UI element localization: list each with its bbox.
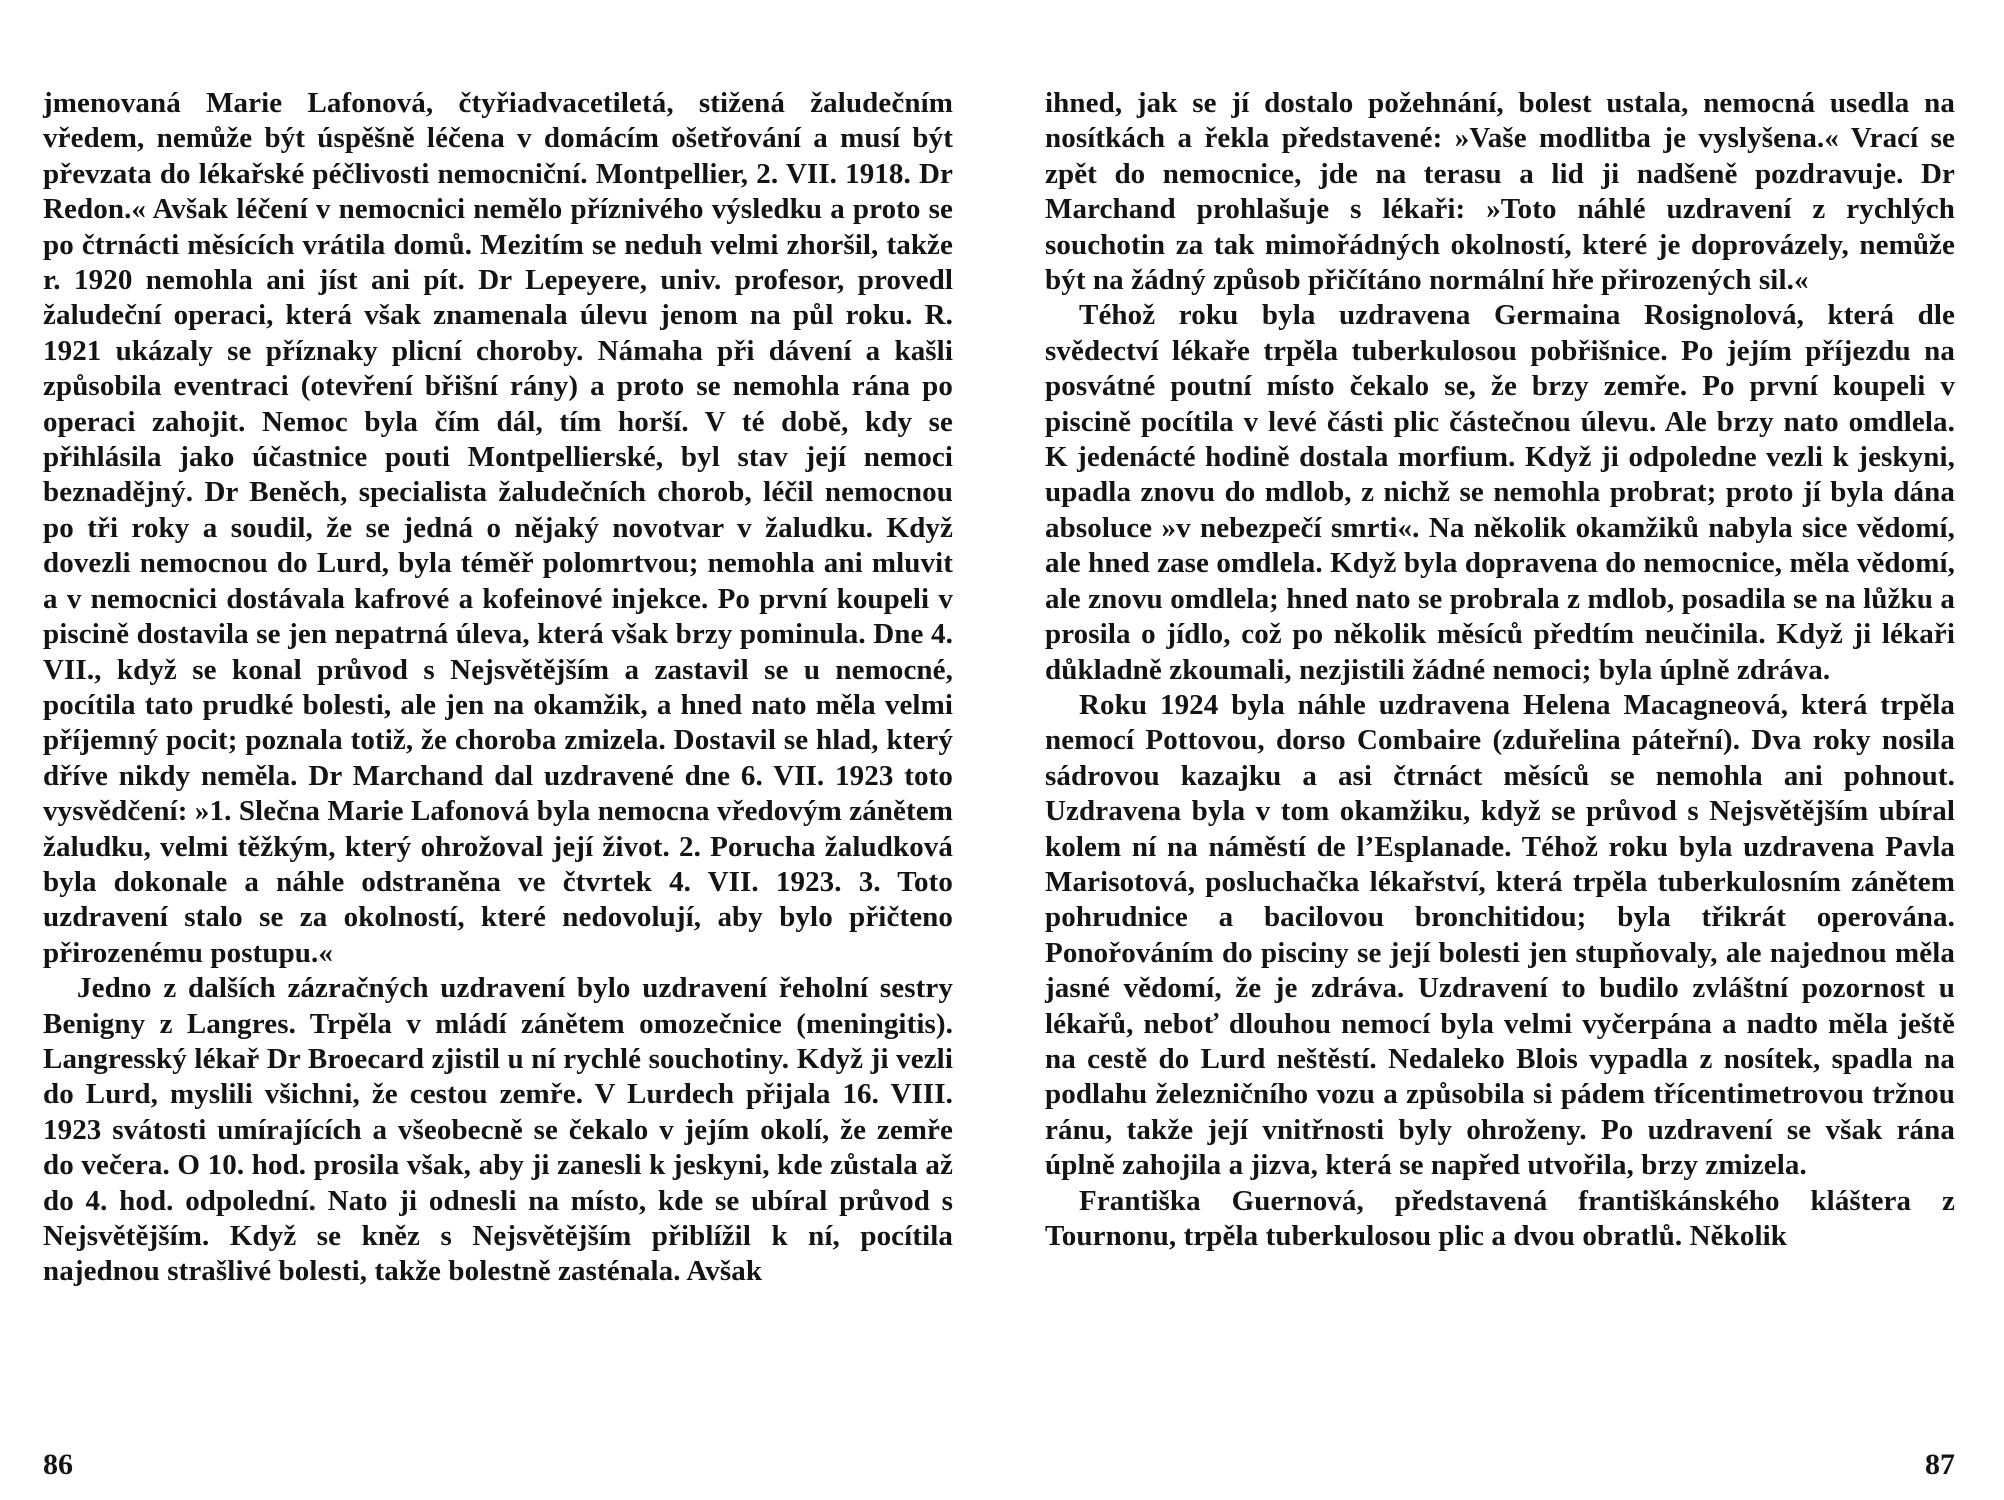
left-page-text: [43, 86, 953, 1290]
right-paragraph-1: ihned, jak se jí dostalo požehnání, bolest ustala, nemocná usedla na nosítkách a řekla představené: »Vaše modlitba je vyslyšena.« Vrací se zpět do nemocnice, jde na terasu a lid ji nadšeně pozdravuje. Dr Marchand prohlašuje s lékaři: »Toto náhlé uzdravení z rychlých souchotin za tak mimořádných okolností, které je doprovázely, nemůže být na žádný způsob přičítáno normální hře přirozených sil.«: [1045, 87, 1955, 297]
left-paragraph-2: Jedno z dalších zázračných uzdravení bylo uzdravení řeholní sestry Benigny z Langres. Trpěla v mládí zánětem omozečnice (meningitis). Langresský lékař Dr Broecard zjistil u ní rychlé souchotiny. Když ji vezli do Lurd, myslili všichni, že cestou zemře. V Lurdech přijala 16. VIII. 1923 svátosti umírajících a všeobecně se čekalo v jejím okolí, že zemře do večera. O 10. hod. prosila však, aby ji zanesli k jeskyni, kde zůstala až do 4. hod. odpolední. Nato ji odnesli na místo, kde se ubíral průvod s Nejsvětějším. Když se kněz s Nejsvětějším přiblížil k ní, pocítila najednou strašlivé bolesti, takže bolestně zasténala. Avšak: [43, 972, 953, 1288]
right-page: [1045, 0, 1955, 1500]
right-paragraph-4: Františka Guernová, představená františkánského kláštera z Tournonu, trpěla tuberkulosou plic a dvou obratlů. Několik: [1045, 1184, 1955, 1252]
right-paragraph-3: Roku 1924 byla náhle uzdravena Helena Macagneová, která trpěla nemocí Pottovou, dorso Combaire (zduřelina páteřní). Dva roky nosila sádrovou kazajku a asi čtrnáct měsíců se nemohla ani pohnout. Uzdravena byla v tom okamžiku, když se průvod s Nejsvětějším ubíral kolem ní na náměstí de l’Esplanade. Téhož roku byla uzdravena Pavla Marisotová, posluchačka lékařství, která trpěla tuberkulosním zánětem pohrudnice a bacilovou bronchitidou; byla třikrát operována. Ponořováním do pisciny se její bolesti jen stupňovaly, ale najednou měla jasné vědomí, že je zdráva. Uzdravení to budilo zvláštní pozornost u lékařů, neboť dlouhou nemocí byla velmi vyčerpána a nadto měla ještě na cestě do Lurd neštěstí. Nedaleko Blois vypadla z nosítek, spadla na podlahu železničního vozu a způsobila si pádem třícentimetrovou tržnou ránu, takže její vnitřnosti byly ohroženy. Po uzdravení se však rána úplně zahojila a jizva, která se napřed utvořila, brzy zmizela.: [1045, 688, 1955, 1182]
right-page-number: 87: [1925, 1448, 1955, 1481]
right-paragraph-2: Téhož roku byla uzdravena Germaina Rosignolová, která dle svědectví lékaře trpěla tuberkulosou pobřišnice. Po jejím příjezdu na posvátné poutní místo čekalo se, že brzy zemře. Po první koupeli v piscině pocítila v levé části plic částečnou úlevu. Ale brzy nato omdlela. K jedenácté hodině dostala morfium. Když ji odpoledne vezli k jeskyni, upadla znovu do mdlob, z nichž se nemohla probrat; proto jí byla dána absoluce »v nebezpečí smrti«. Na několik okamžiků nabyla sice vědomí, ale hned zase omdlela. Když byla dopravena do nemocnice, měla vědomí, ale znovu omdlela; hned nato se probrala z mdlob, posadila se na lůžku a prosila o jídlo, což po několik měsíců předtím neučinila. Když ji lékaři důkladně zkoumali, nezjistili žádné nemoci; byla úplně zdráva.: [1045, 299, 1955, 686]
left-paragraph-1: jmenovaná Marie Lafonová, čtyřiadvacetiletá, stižená žaludečním vředem, nemůže být úspěšně léčena v domácím ošetřování a musí být převzata do lékařské péčlivosti nemocniční. Montpellier, 2. VII. 1918. Dr Redon.« Avšak léčení v nemocnici nemělo příznivého výsledku a proto se po čtrnácti měsících vrátila domů. Mezitím se neduh velmi zhoršil, takže r. 1920 nemohla ani jíst ani pít. Dr Lepeyere, univ. profesor, provedl žaludeční operaci, která však znamenala úlevu jenom na půl roku. R. 1921 ukázaly se příznaky plicní choroby. Námaha při dávení a kašli způsobila eventraci (otevření břišní rány) a proto se nemohla rána po operaci zahojit. Nemoc byla čím dál, tím horší. V té době, kdy se přihlásila jako účastnice pouti Montpellierské, byl stav její nemoci beznadějný. Dr Beněch, specialista žaludečních chorob, léčil nemocnou po tři roky a soudil, že se jedná o nějaký novotvar v žaludku. Když dovezli nemocnou do Lurd, byla téměř polomrtvou; nemohla ani mluvit a v nemocnici dostávala kafrové a kofeinové injekce. Po první koupeli v piscině dostavila se jen nepatrná úleva, která však brzy pominula. Dne 4. VII., když se konal průvod s Nejsvětějším a zastavil se u nemocné, pocítila tato prudké bolesti, ale jen na okamžik, a hned nato měla velmi příjemný pocit; poznala totiž, že choroba zmizela. Dostavil se hlad, který dříve nikdy neměla. Dr Marchand dal uzdravené dne 6. VII. 1923 toto vysvědčení: »1. Slečna Marie Lafonová byla nemocna vředovým zánětem žaludku, velmi těžkým, který ohrožoval její život. 2. Porucha žaludková byla dokonale a náhle odstraněna ve čtvrtek 4. VII. 1923. 3. Toto uzdravení stalo se za okolností, které nedovolují, aby bylo přičteno přirozenému postupu.«: [43, 87, 953, 969]
left-page: [43, 0, 953, 1500]
right-page-text: [1045, 86, 1955, 1254]
left-page-number: 86: [43, 1448, 73, 1481]
